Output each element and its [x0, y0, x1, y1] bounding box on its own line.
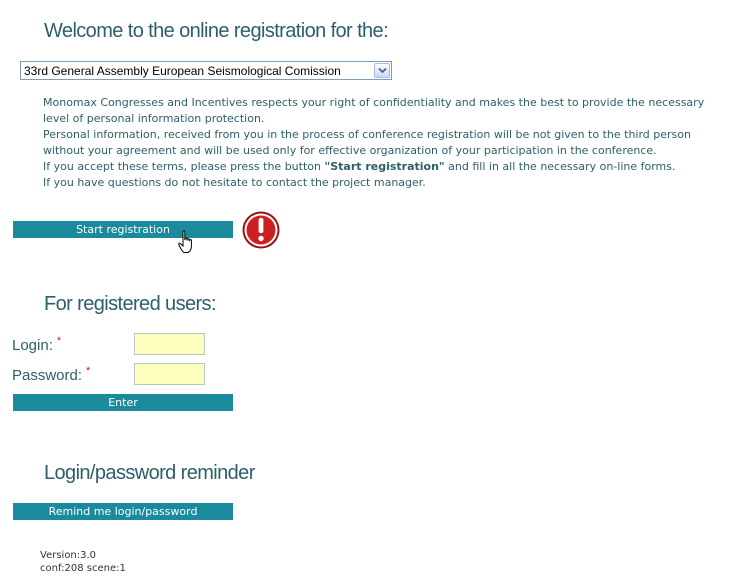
password-required-mark: * — [86, 365, 91, 377]
terms-accept-button-name: "Start registration" — [324, 160, 445, 173]
conference-select-value: 33rd General Assembly European Seismological Comission — [24, 63, 341, 78]
login-label — [12, 337, 61, 354]
exclamation-alert-icon — [241, 210, 281, 250]
version-info — [40, 549, 126, 575]
login-required-mark: * — [56, 335, 62, 347]
hand-pointer-icon — [178, 230, 196, 254]
remind-login-password-button[interactable]: Remind me login/password — [13, 503, 233, 520]
enter-button[interactable]: Enter — [13, 394, 233, 411]
password-label-text: Password: — [12, 367, 83, 384]
version-label: Version:3.0 — [40, 550, 97, 561]
password-label — [12, 367, 90, 384]
terms-paragraph-accept — [43, 159, 733, 175]
terms-accept-text-end: and fill in all the necessary on-line forms. — [444, 160, 676, 173]
registered-users-heading: For registered users: — [44, 293, 216, 315]
terms-accept-text: If you accept these terms, please press the button — [43, 160, 325, 173]
start-registration-button[interactable]: Start registration — [13, 221, 233, 238]
terms-paragraph-privacy: Monomax Congresses and Incentives respects your right of confidentiality and makes the best to provide the necessary level of personal information protection. — [43, 96, 705, 125]
terms-text — [43, 95, 733, 191]
password-field[interactable] — [134, 363, 205, 385]
chevron-down-icon[interactable] — [374, 63, 390, 78]
terms-paragraph-personal-info: Personal information, received from you in the process of conference registration will be not given to the third person without your agreement and will be used only for effective organization of your participation in the conference. — [43, 128, 691, 157]
login-field[interactable] — [134, 333, 205, 355]
reminder-heading: Login/password reminder — [44, 462, 255, 484]
conf-scene-label: conf:208 scene:1 — [40, 563, 126, 574]
conference-select[interactable] — [20, 61, 392, 80]
welcome-heading: Welcome to the online registration for the: — [44, 20, 389, 42]
terms-paragraph-contact: If you have questions do not hesitate to contact the project manager. — [43, 176, 426, 189]
login-label-text: Login: — [12, 337, 53, 354]
